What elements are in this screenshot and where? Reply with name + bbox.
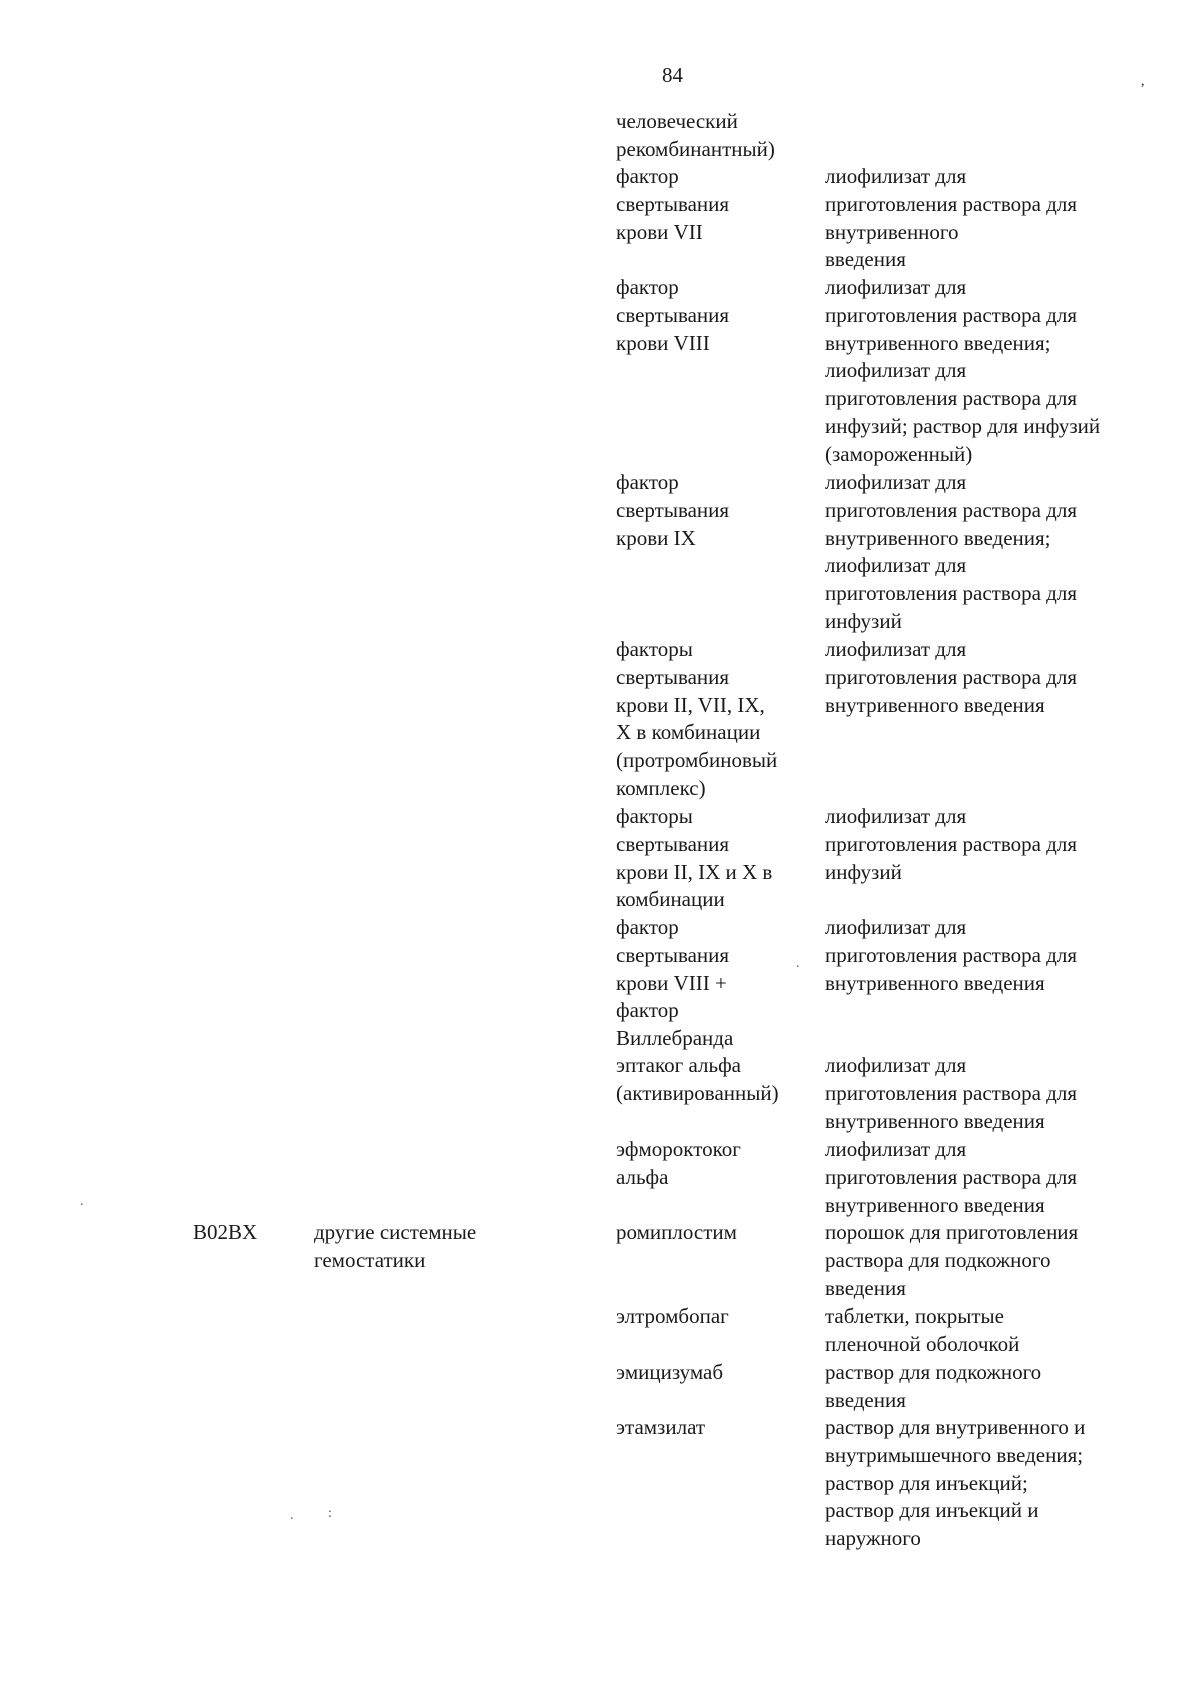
scan-speck: . [796, 956, 800, 971]
dosage-form: лиофилизат для приготовления раствора для внутривенного введения [825, 164, 1077, 272]
atc-group: другие системные гемостатики [314, 1220, 477, 1272]
dosage-form: лиофилизат для приготовления раствора для внутривенного введения; лиофилизат для приготовления раствора для инфузий [825, 470, 1077, 633]
atc-code: B02BX [193, 1220, 258, 1244]
dosage-form: лиофилизат для приготовления раствора для внутривенного введения [825, 1053, 1077, 1133]
drug-name: эмицизумаб [616, 1360, 724, 1384]
scan-speck: : [328, 1506, 332, 1521]
drug-name: фактор свертывания крови VII [616, 164, 730, 244]
drug-name: фактор свертывания крови IX [616, 470, 730, 550]
drug-name: фактор свертывания крови VIII + фактор Виллебранда [616, 915, 734, 1051]
scan-mark: , [1141, 74, 1145, 89]
dosage-form: лиофилизат для приготовления раствора для внутривенного введения; лиофилизат для приготовления раствора для инфузий; раствор для инфузий (замороженный) [825, 275, 1101, 466]
dosage-form: лиофилизат для приготовления раствора для инфузий [825, 804, 1077, 884]
drug-name: факторы свертывания крови II, VII, IX, X в комбинации (протромбиновый комплекс) [616, 637, 778, 800]
drug-name: эптаког альфа (активированный) [616, 1053, 779, 1105]
dosage-form: раствор для внутривенного и внутримышечного введения; раствор для инъекций; раствор для инъекций и наружного [825, 1415, 1086, 1551]
drug-name: фактор свертывания крови VIII [616, 275, 730, 355]
drug-name: ромиплостим [616, 1220, 737, 1244]
drug-name: элтромбопаг [616, 1304, 729, 1328]
drug-name: эфмороктоког альфа [616, 1137, 741, 1189]
scan-speck: . [80, 1194, 84, 1209]
drug-name: факторы свертывания крови II, IX и X в комбинации [616, 804, 773, 912]
scan-speck: . [290, 1508, 294, 1523]
dosage-form: таблетки, покрытые пленочной оболочкой [825, 1304, 1020, 1356]
dosage-form: раствор для подкожного введения [825, 1360, 1042, 1412]
dosage-form: лиофилизат для приготовления раствора для внутривенного введения [825, 915, 1077, 995]
drug-name: человеческий рекомбинантный) [616, 109, 775, 161]
dosage-form: лиофилизат для приготовления раствора для внутривенного введения [825, 637, 1077, 717]
dosage-form: порошок для приготовления раствора для подкожного введения [825, 1220, 1079, 1300]
drug-name: этамзилат [616, 1415, 706, 1439]
dosage-form: лиофилизат для приготовления раствора для внутривенного введения [825, 1137, 1077, 1217]
page-number: 84 [662, 63, 683, 87]
